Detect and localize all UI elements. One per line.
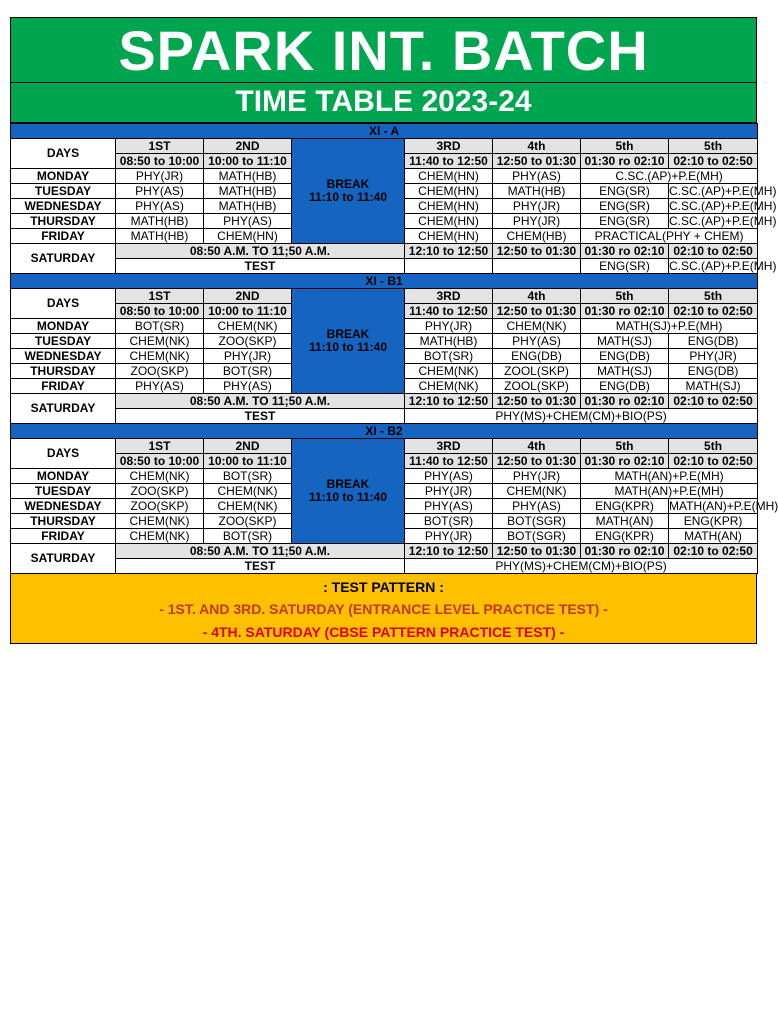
saturday-time-5: 01:30 ro 02:10 [581,244,669,259]
page-title: SPARK INT. BATCH [10,17,757,83]
saturday-test-row [11,409,758,424]
period-4-subject: PHY(AS) [493,499,581,514]
break-cell [292,139,405,244]
period-5-subject: ENG(KPR) [581,499,669,514]
saturday-row [11,244,758,259]
period-1-time: 08:50 to 10:00 [116,454,204,469]
period-5-time: 01:30 ro 02:10 [581,154,669,169]
saturday-morning-time: 08:50 A.M. TO 11;50 A.M. [116,544,405,559]
days-label: DAYS [11,439,116,469]
saturday-test-row [11,559,758,574]
day-name: FRIDAY [11,229,116,244]
period-6-subject: C.SC.(AP)+P.E(MH) [669,213,777,228]
period-3-subject: PHY(JR) [405,319,493,334]
period-2-subject: MATH(HB) [204,199,292,214]
day-name: MONDAY [11,319,116,334]
period-1-time: 08:50 to 10:00 [116,304,204,319]
period-5-6-subject: MATH(AN)+P.E(MH) [581,469,758,484]
period-4-header: 4th [493,139,581,154]
period-3-subject: MATH(HB) [405,334,493,349]
period-2-subject: BOT(SR) [204,364,292,379]
period-2-time: 10:00 to 11:10 [204,154,292,169]
period-3-subject: CHEM(HN) [405,199,493,214]
period-4-subject: PHY(JR) [493,199,581,214]
saturday-label: SATURDAY [11,544,116,574]
page-subtitle: TIME TABLE 2023-24 [10,83,757,123]
period-5-subject: ENG(SR) [581,184,669,199]
section-header-row [11,424,758,439]
break-label: BREAK [326,477,370,491]
period-5-header: 5th [581,439,669,454]
period-2-subject: ZOO(SKP) [204,514,292,529]
period-4-subject: MATH(HB) [493,184,581,199]
period-2-subject: PHY(AS) [204,214,292,229]
period-2-subject: BOT(SR) [204,529,292,544]
period-1-header: 1ST [116,439,204,454]
day-name: FRIDAY [11,379,116,394]
period-5-time: 01:30 ro 02:10 [581,304,669,319]
break-cell [292,289,405,394]
period-4-subject: ENG(DB) [493,349,581,364]
timetable-sheet [10,17,778,644]
period-5-subject: ENG(SR) [581,199,669,214]
period-6-subject: ENG(KPR) [669,514,758,529]
break-cell [292,439,405,544]
day-name: TUESDAY [11,484,116,499]
period-6-subject: MATH(AN)+P.E(MH) [669,498,778,513]
period-4-subject: ZOOL(SKP) [493,379,581,394]
period-5-subject: ENG(KPR) [581,529,669,544]
period-6-header: 5th [669,439,758,454]
period-5-6-subject: PRACTICAL(PHY + CHEM) [581,229,758,244]
period-3-subject: BOT(SR) [405,349,493,364]
saturday-time-3: 12:10 to 12:50 [405,544,493,559]
period-2-time: 10:00 to 11:10 [204,304,292,319]
period-2-header: 2ND [204,439,292,454]
test-pattern-line-2: - 4TH. SATURDAY (CBSE PATTERN PRACTICE TEST) - [202,624,565,640]
test-pattern-heading: : TEST PATTERN : [323,579,444,595]
day-name: THURSDAY [11,514,116,529]
day-name: WEDNESDAY [11,499,116,514]
period-1-subject: ZOO(SKP) [116,484,204,499]
period-5-subject: ENG(DB) [581,349,669,364]
period-1-subject: PHY(AS) [116,184,204,199]
period-5-subject: MATH(AN) [581,514,669,529]
break-label: BREAK [326,177,370,191]
saturday-time-6: 02:10 to 02:50 [669,244,758,259]
saturday-test-label: TEST [116,409,405,424]
period-5-subject: ENG(SR) [581,214,669,229]
period-1-subject: CHEM(NK) [116,529,204,544]
period-4-subject: BOT(SGR) [493,529,581,544]
period-6-subject: ENG(DB) [669,364,758,379]
test-pattern-line-1: - 1ST. AND 3RD. SATURDAY (ENTRANCE LEVEL PRACTICE TEST) - [159,601,608,617]
period-3-subject: PHY(AS) [405,499,493,514]
period-6-subject: C.SC.(AP)+P.E(MH) [669,198,777,213]
day-name: FRIDAY [11,529,116,544]
period-2-subject: MATH(HB) [204,169,292,184]
period-1-subject: MATH(HB) [116,214,204,229]
section-header-row [11,124,758,139]
period-3-subject: CHEM(NK) [405,379,493,394]
day-name: TUESDAY [11,334,116,349]
period-1-subject: ZOO(SKP) [116,364,204,379]
period-3-subject: CHEM(HN) [405,184,493,199]
period-2-subject: PHY(JR) [204,349,292,364]
break-time: 11:10 to 11:40 [308,340,388,354]
day-name: MONDAY [11,169,116,184]
period-4-subject: PHY(AS) [493,169,581,184]
period-2-subject: BOT(SR) [204,469,292,484]
period-3-time: 11:40 to 12:50 [405,154,493,169]
period-4-subject: CHEM(NK) [493,484,581,499]
saturday-label: SATURDAY [11,244,116,274]
period-4-header: 4th [493,439,581,454]
saturday-morning-time: 08:50 A.M. TO 11;50 A.M. [116,244,405,259]
period-5-subject: MATH(SJ) [581,364,669,379]
saturday-test-label: TEST [116,259,405,274]
period-1-subject: ZOO(SKP) [116,499,204,514]
period-6-subject: MATH(AN) [669,529,758,544]
period-3-subject: CHEM(HN) [405,229,493,244]
period-1-subject: CHEM(NK) [116,469,204,484]
period-1-time: 08:50 to 10:00 [116,154,204,169]
period-6-subject: ENG(DB) [669,334,758,349]
period-3-header: 3RD [405,139,493,154]
period-3-subject: PHY(JR) [405,529,493,544]
section-heading: XI - B1 [11,274,758,289]
period-3-subject: PHY(AS) [405,469,493,484]
test-pattern-box [10,574,757,644]
saturday-afternoon-test: PHY(MS)+CHEM(CM)+BIO(PS) [405,559,758,574]
period-3-time: 11:40 to 12:50 [405,454,493,469]
saturday-row [11,394,758,409]
period-2-subject: MATH(HB) [204,184,292,199]
period-2-subject: ZOO(SKP) [204,334,292,349]
day-name: WEDNESDAY [11,199,116,214]
period-2-subject: CHEM(NK) [204,484,292,499]
saturday-test-row [11,259,758,274]
saturday-time-4: 12:50 to 01:30 [493,394,581,409]
period-1-subject: MATH(HB) [116,229,204,244]
period-2-subject: CHEM(NK) [204,499,292,514]
period-2-subject: PHY(AS) [204,379,292,394]
saturday-slot-5: ENG(SR) [581,259,669,274]
day-name: THURSDAY [11,214,116,229]
period-1-subject: CHEM(NK) [116,349,204,364]
period-6-subject: C.SC.(AP)+P.E(MH) [669,183,777,198]
section-header-row [11,274,758,289]
break-time: 11:10 to 11:40 [308,490,388,504]
saturday-time-3: 12:10 to 12:50 [405,244,493,259]
period-4-subject: CHEM(HB) [493,229,581,244]
saturday-slot-4 [493,259,581,274]
period-1-subject: PHY(JR) [116,169,204,184]
saturday-test-label: TEST [116,559,405,574]
day-name: MONDAY [11,469,116,484]
period-2-header: 2ND [204,139,292,154]
period-5-subject: MATH(SJ) [581,334,669,349]
saturday-afternoon-test: PHY(MS)+CHEM(CM)+BIO(PS) [405,409,758,424]
period-3-header: 3RD [405,289,493,304]
day-name: TUESDAY [11,184,116,199]
break-time: 11:10 to 11:40 [308,190,388,204]
days-label: DAYS [11,289,116,319]
period-4-time: 12:50 to 01:30 [493,304,581,319]
period-2-time: 10:00 to 11:10 [204,454,292,469]
period-4-time: 12:50 to 01:30 [493,454,581,469]
period-1-subject: PHY(AS) [116,199,204,214]
period-header-row [11,139,758,154]
saturday-time-6: 02:10 to 02:50 [669,394,758,409]
period-5-time: 01:30 ro 02:10 [581,454,669,469]
period-3-header: 3RD [405,439,493,454]
period-3-subject: PHY(JR) [405,484,493,499]
period-3-subject: CHEM(NK) [405,364,493,379]
period-4-subject: PHY(JR) [493,214,581,229]
period-2-header: 2ND [204,289,292,304]
period-header-row [11,439,758,454]
period-header-row [11,289,758,304]
saturday-time-3: 12:10 to 12:50 [405,394,493,409]
saturday-row [11,544,758,559]
period-4-subject: CHEM(NK) [493,319,581,334]
period-5-6-subject: MATH(SJ)+P.E(MH) [581,319,758,334]
section-heading: XI - A [11,124,758,139]
period-4-time: 12:50 to 01:30 [493,154,581,169]
period-4-subject: ZOOL(SKP) [493,364,581,379]
day-name: THURSDAY [11,364,116,379]
period-5-header: 5th [581,289,669,304]
period-5-subject: ENG(DB) [581,379,669,394]
saturday-label: SATURDAY [11,394,116,424]
break-label: BREAK [326,327,370,341]
saturday-time-4: 12:50 to 01:30 [493,544,581,559]
period-3-time: 11:40 to 12:50 [405,304,493,319]
timetable-grid [10,123,778,574]
period-2-subject: CHEM(NK) [204,319,292,334]
period-4-subject: PHY(AS) [493,334,581,349]
period-1-subject: PHY(AS) [116,379,204,394]
period-6-time: 02:10 to 02:50 [669,154,758,169]
period-3-subject: CHEM(HN) [405,169,493,184]
saturday-time-5: 01:30 ro 02:10 [581,394,669,409]
period-3-subject: BOT(SR) [405,514,493,529]
period-6-subject: PHY(JR) [669,349,758,364]
period-1-subject: BOT(SR) [116,319,204,334]
section-heading: XI - B2 [11,424,758,439]
saturday-morning-time: 08:50 A.M. TO 11;50 A.M. [116,394,405,409]
period-5-6-subject: C.SC.(AP)+P.E(MH) [581,169,758,184]
period-4-header: 4th [493,289,581,304]
saturday-time-6: 02:10 to 02:50 [669,544,758,559]
saturday-time-5: 01:30 ro 02:10 [581,544,669,559]
period-1-subject: CHEM(NK) [116,514,204,529]
period-1-subject: CHEM(NK) [116,334,204,349]
period-6-header: 5th [669,289,758,304]
period-6-header: 5th [669,139,758,154]
saturday-slot-3 [405,259,493,274]
period-6-time: 02:10 to 02:50 [669,454,758,469]
period-4-subject: PHY(JR) [493,469,581,484]
saturday-slot-6: C.SC.(AP)+P.E(MH) [669,258,777,273]
period-1-header: 1ST [116,139,204,154]
period-3-subject: CHEM(HN) [405,214,493,229]
period-5-header: 5th [581,139,669,154]
period-6-time: 02:10 to 02:50 [669,304,758,319]
day-name: WEDNESDAY [11,349,116,364]
period-4-subject: BOT(SGR) [493,514,581,529]
period-5-6-subject: MATH(AN)+P.E(MH) [581,484,758,499]
period-6-subject: MATH(SJ) [669,379,758,394]
saturday-time-4: 12:50 to 01:30 [493,244,581,259]
period-1-header: 1ST [116,289,204,304]
period-2-subject: CHEM(HN) [204,229,292,244]
days-label: DAYS [11,139,116,169]
